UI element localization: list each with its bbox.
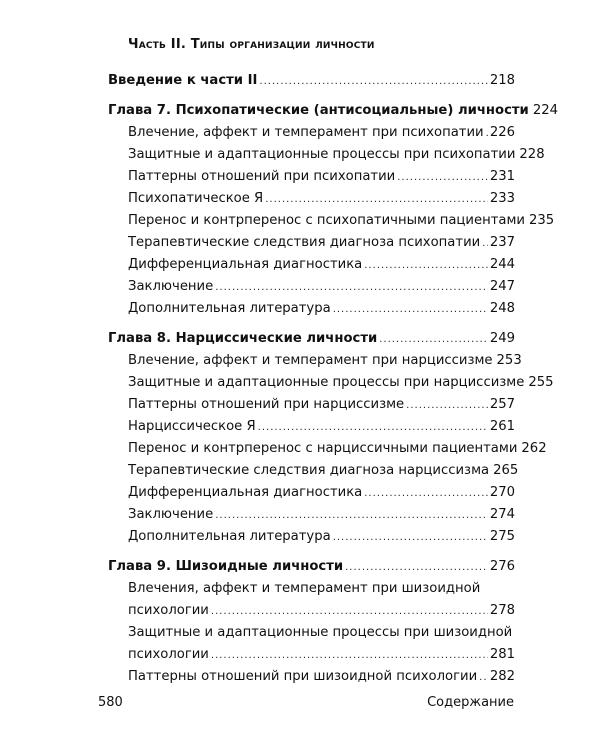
toc-entry-title: Психопатическое Я	[128, 191, 264, 206]
toc-entry	[108, 188, 515, 210]
toc-entry-page: 275	[489, 529, 515, 544]
toc-entry-page: 276	[489, 559, 515, 574]
part-heading: Часть II. Типы организации личности	[128, 37, 375, 52]
toc-entry-title: Дополнительная литература	[128, 529, 331, 544]
toc-entry-page: 233	[489, 191, 515, 206]
toc-entry	[108, 372, 554, 394]
toc-entry-page: 248	[489, 301, 515, 316]
toc-entry	[108, 416, 515, 438]
dot-leader	[406, 395, 488, 417]
toc-entry	[108, 232, 515, 254]
toc-entry	[108, 666, 515, 688]
dot-leader	[479, 667, 488, 689]
toc-entry-page: 282	[489, 669, 515, 684]
dot-leader	[482, 233, 488, 255]
toc-entry	[108, 504, 515, 526]
toc-entry-title: Введение к части II	[108, 73, 258, 88]
toc-entry	[108, 526, 515, 548]
toc-entry-title: Влечение, аффект и темперамент при психопатии	[128, 125, 484, 140]
dot-leader	[345, 557, 488, 579]
toc-entry-title: Заключение	[128, 507, 214, 522]
toc-entry	[108, 644, 515, 666]
dot-leader	[364, 483, 488, 505]
toc-entry-title: психологии	[128, 603, 209, 618]
toc-entry-title: Заключение	[128, 279, 214, 294]
toc-entry-page: 257	[489, 397, 515, 412]
toc-entry	[108, 254, 515, 276]
toc-entry-title: Дополнительная литература	[128, 301, 331, 316]
toc-entry	[108, 556, 515, 578]
toc-entry	[108, 328, 515, 350]
toc-entry-page: 218	[489, 73, 515, 88]
toc-entry-page: 224	[532, 103, 558, 118]
toc-entry	[108, 144, 545, 166]
toc-entry	[108, 460, 519, 482]
toc-entry-page: 253	[496, 353, 522, 368]
page-number: 580	[98, 695, 123, 710]
toc-entry-title: Перенос и контрперенос с психопатичными пациентами	[128, 213, 525, 228]
dot-leader	[486, 123, 488, 145]
toc-entry-page: 261	[489, 419, 515, 434]
toc-entry-title: Глава 7. Психопатические (антисоциальные) личности	[108, 103, 529, 118]
toc-entry	[108, 578, 515, 600]
toc-entry	[108, 100, 558, 122]
dot-leader	[364, 255, 488, 277]
toc-entry-page: 278	[489, 603, 515, 618]
toc-entry-title: Защитные и адаптационные процессы при нарциссизме	[128, 375, 525, 390]
toc-entry	[108, 276, 515, 298]
toc-entry	[108, 482, 515, 504]
dot-leader	[211, 601, 488, 623]
toc-entry	[108, 298, 515, 320]
toc-entry-title: Дифференциальная диагностика	[128, 485, 363, 500]
toc-entry	[108, 600, 515, 622]
toc-entry-page: 226	[489, 125, 515, 140]
toc-entry-page: 255	[528, 375, 554, 390]
toc-entry-title: Терапевтические следствия диагноза психопатии	[128, 235, 481, 250]
toc-entry	[108, 350, 522, 372]
toc-entry-page: 281	[489, 647, 515, 662]
toc-entry-page: 270	[489, 485, 515, 500]
running-footer: Содержание	[427, 695, 514, 710]
toc-entry-title: Глава 8. Нарциссические личности	[108, 331, 378, 346]
toc-entry-title: Терапевтические следствия диагноза нарциссизма	[128, 463, 490, 478]
toc-entry-title: Глава 9. Шизоидные личности	[108, 559, 344, 574]
toc-entry-title: Дифференциальная диагностика	[128, 257, 363, 272]
toc-entry-page: 274	[489, 507, 515, 522]
toc-entry-page: 231	[489, 169, 515, 184]
dot-leader	[333, 527, 488, 549]
toc-entry	[108, 622, 515, 644]
toc-entry-title: Перенос и контрперенос с нарциссичными пациентами	[128, 441, 518, 456]
toc-entry-page: 262	[521, 441, 547, 456]
toc-entry-page: 235	[529, 213, 555, 228]
dot-leader	[211, 645, 488, 667]
dot-leader	[333, 299, 488, 321]
toc-entry-title: психологии	[128, 647, 209, 662]
dot-leader	[265, 189, 488, 211]
toc-entry-page: 247	[489, 279, 515, 294]
dot-leader	[397, 167, 488, 189]
toc-entry-title: Паттерны отношений при шизоидной психологии	[128, 669, 478, 684]
toc-entry	[108, 122, 515, 144]
table-of-contents	[108, 62, 558, 688]
toc-entry-page: 228	[519, 147, 545, 162]
toc-entry-page: 244	[489, 257, 515, 272]
dot-leader	[259, 71, 487, 93]
toc-entry-page: 249	[489, 331, 515, 346]
toc-entry-title: Паттерны отношений при нарциссизме	[128, 397, 405, 412]
toc-entry-title: Нарциссическое Я	[128, 419, 256, 434]
toc-entry-title: Паттерны отношений при психопатии	[128, 169, 396, 184]
toc-entry-title: Влечение, аффект и темперамент при нарциссизме	[128, 353, 493, 368]
dot-leader	[215, 277, 488, 299]
dot-leader	[215, 505, 488, 527]
toc-entry-page: 265	[493, 463, 519, 478]
toc-entry	[108, 166, 515, 188]
toc-entry	[108, 438, 547, 460]
toc-entry-title: Защитные и адаптационные процессы при психопатии	[128, 147, 516, 162]
toc-entry	[108, 210, 555, 232]
dot-leader	[379, 329, 488, 351]
dot-leader	[258, 417, 488, 439]
toc-entry-title: Влечения, аффект и темперамент при шизоидной	[128, 581, 481, 596]
toc-entry-title: Защитные и адаптационные процессы при шизоидной	[128, 625, 513, 640]
toc-entry-page: 237	[489, 235, 515, 250]
toc-entry	[108, 70, 515, 92]
toc-entry	[108, 394, 515, 416]
